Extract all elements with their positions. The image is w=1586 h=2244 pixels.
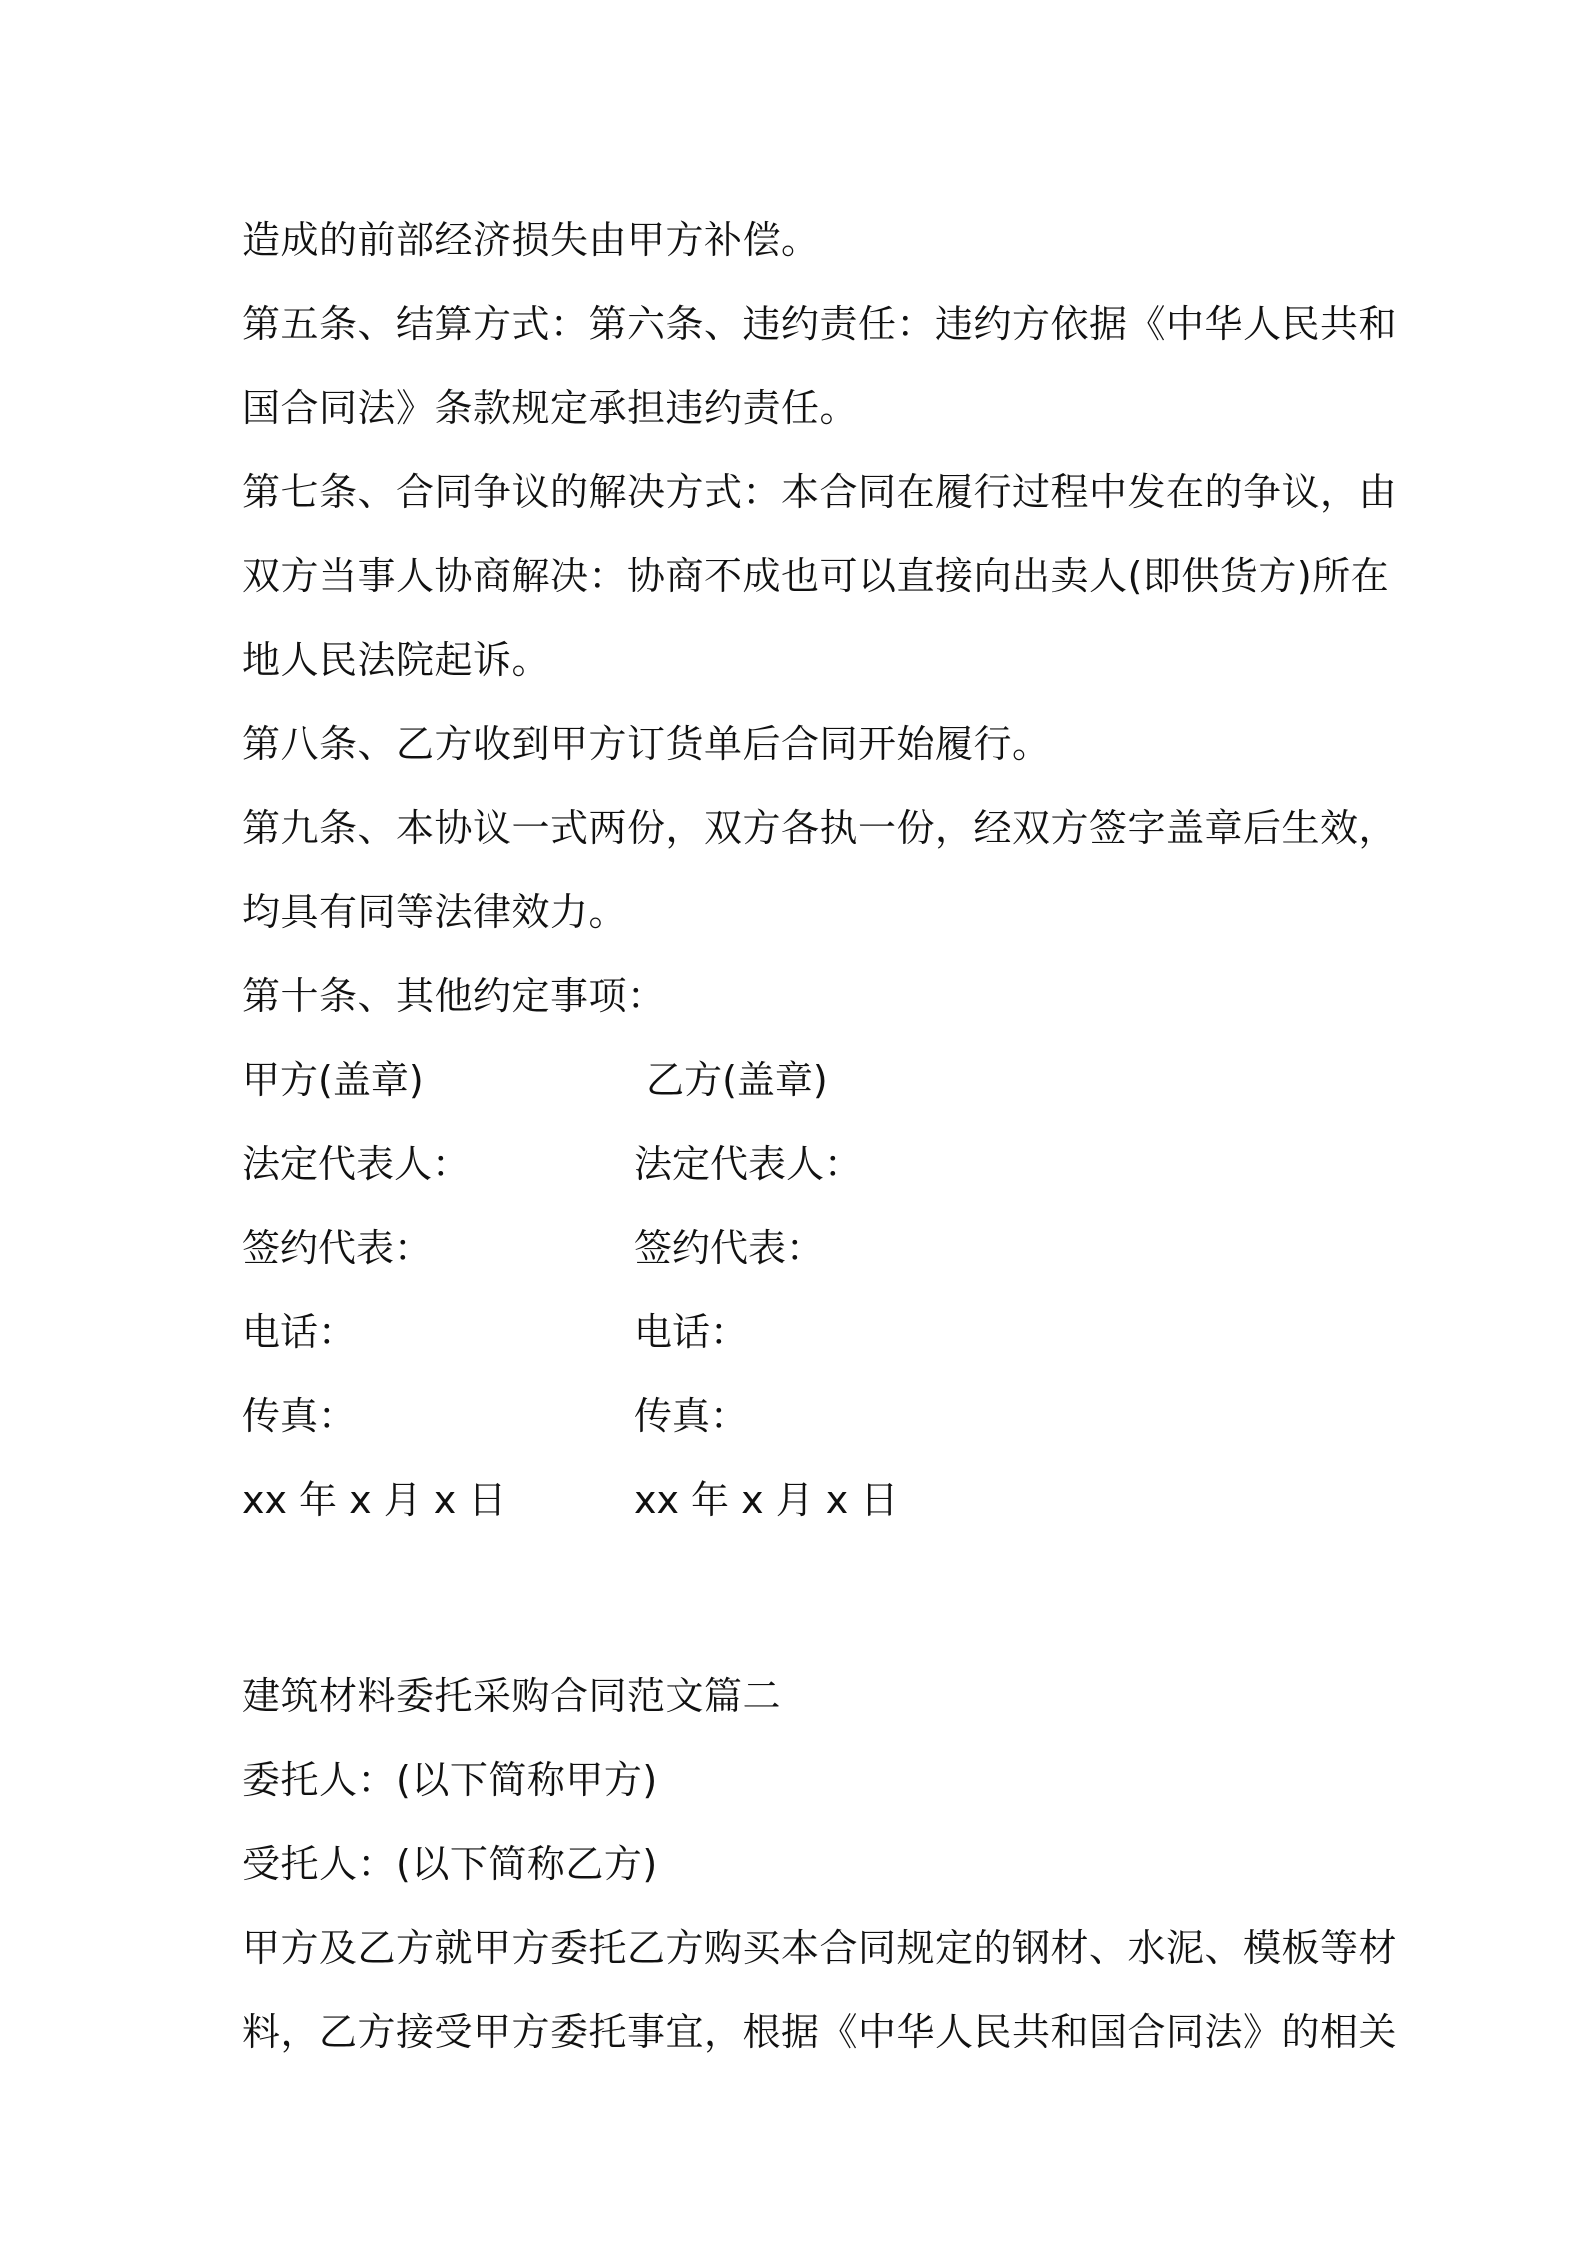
section-gap bbox=[242, 1542, 1352, 1654]
paragraph-line: 均具有同等法律效力。 bbox=[242, 890, 628, 934]
party-b-phone-label: 电话： bbox=[634, 1310, 749, 1354]
party-b-signing-rep-label: 签约代表： bbox=[634, 1226, 825, 1270]
signature-row-signing-rep bbox=[242, 1206, 1352, 1290]
party-a-legal-rep-label: 法定代表人： bbox=[242, 1142, 471, 1186]
signature-row-date bbox=[242, 1458, 1352, 1542]
principal-line: 委托人：(以下简称甲方) bbox=[242, 1758, 658, 1802]
article-8-line: 第八条、乙方收到甲方订货单后合同开始履行。 bbox=[242, 722, 1051, 766]
party-b-legal-rep-label: 法定代表人： bbox=[634, 1142, 863, 1186]
signature-row-seal bbox=[242, 1038, 1352, 1122]
party-b-fax-label: 传真： bbox=[634, 1394, 749, 1438]
signature-row-legal-rep bbox=[242, 1122, 1352, 1206]
paragraph-line: 料，乙方接受甲方委托事宜，根据《中华人民共和国合同法》的相关 bbox=[242, 2010, 1398, 2054]
party-b-seal-label: 乙方(盖章) bbox=[634, 1058, 828, 1102]
paragraph-line: 双方当事人协商解决：协商不成也可以直接向出卖人(即供货方)所在 bbox=[242, 554, 1390, 598]
article-10-line: 第十条、其他约定事项： bbox=[242, 974, 666, 1018]
party-a-phone-label: 电话： bbox=[242, 1310, 357, 1354]
section-2-title: 建筑材料委托采购合同范文篇二 bbox=[242, 1674, 782, 1718]
signature-row-fax bbox=[242, 1374, 1352, 1458]
party-a-signing-rep-label: 签约代表： bbox=[242, 1226, 433, 1270]
party-a-seal-label: 甲方(盖章) bbox=[242, 1058, 424, 1102]
document-body bbox=[242, 198, 1398, 2074]
paragraph-line: 造成的前部经济损失由甲方补偿。 bbox=[242, 218, 820, 262]
paragraph-line: 地人民法院起诉。 bbox=[242, 638, 551, 682]
article-9-line: 第九条、本协议一式两份，双方各执一份，经双方签字盖章后生效， bbox=[242, 806, 1398, 850]
paragraph-line: 国合同法》条款规定承担违约责任。 bbox=[242, 386, 859, 430]
article-5-line: 第五条、结算方式：第六条、违约责任：违约方依据《中华人民共和 bbox=[242, 302, 1398, 346]
party-a-date: xx 年 x 月 x 日 bbox=[242, 1478, 507, 1522]
signature-row-phone bbox=[242, 1290, 1352, 1374]
party-b-date: xx 年 x 月 x 日 bbox=[634, 1478, 899, 1522]
paragraph-line: 甲方及乙方就甲方委托乙方购买本合同规定的钢材、水泥、模板等材 bbox=[242, 1926, 1398, 1970]
article-7-line: 第七条、合同争议的解决方式：本合同在履行过程中发在的争议，由 bbox=[242, 470, 1398, 514]
party-a-fax-label: 传真： bbox=[242, 1394, 357, 1438]
agent-line: 受托人：(以下简称乙方) bbox=[242, 1842, 658, 1886]
